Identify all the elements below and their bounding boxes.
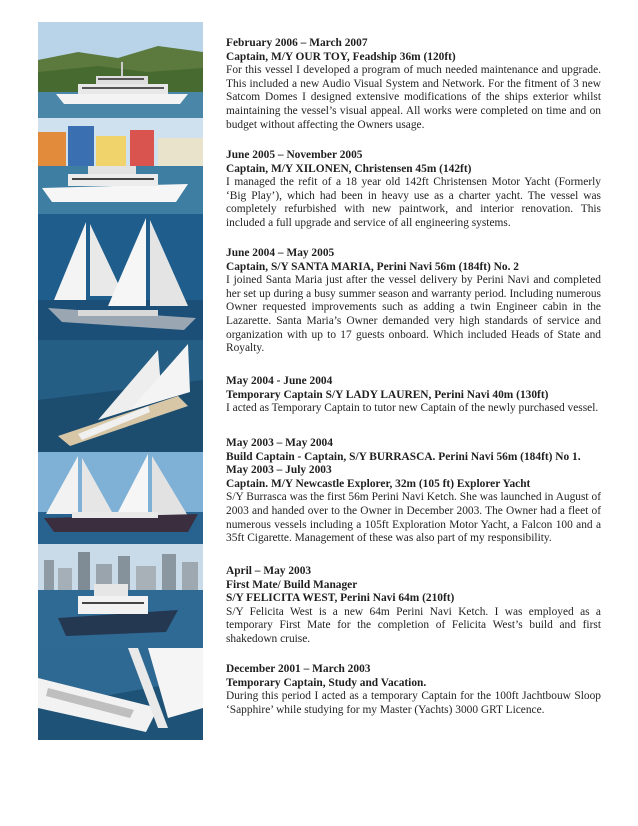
entry-role: First Mate/ Build Manager [226, 578, 358, 591]
entry-date: February 2006 – March 2007 [226, 37, 368, 49]
entry-date: June 2005 – November 2005 [226, 149, 363, 161]
entry-description: I acted as Temporary Captain to tutor new Captain of the newly purchased vessel. [226, 402, 599, 415]
photo-motor-yacht-bay [38, 22, 203, 118]
photo-sailing-yacht-deck [38, 648, 203, 740]
photo-motor-yacht-harbour [38, 118, 203, 214]
entry-description: During this period I acted as a temporary Captain for the 100ft Jachtbouw Sloop ‘Sapphire’ while studying for my Master (Yachts) 3000 GRT Licence. [226, 690, 601, 716]
career-entry-lady-lauren [226, 375, 601, 416]
career-entry-xilonen [226, 149, 601, 231]
career-entry-temporary-captain [226, 663, 601, 717]
entry-date-secondary: May 2003 – July 2003 [226, 464, 332, 477]
entry-title-secondary: Captain. M/Y Newcastle Explorer, 32m (105 ft) Explorer Yacht [226, 477, 531, 490]
photo-explorer-yacht-city [38, 544, 203, 648]
career-entry-our-toy [226, 37, 601, 132]
career-entry-santa-maria [226, 247, 601, 356]
entry-date: May 2003 – May 2004 [226, 437, 333, 449]
photo-sailing-yacht-burrasca [38, 452, 203, 544]
entry-date: April – May 2003 [226, 565, 312, 577]
entry-title: Captain, M/Y OUR TOY, Feadship 36m (120ft) [226, 50, 456, 63]
entry-title: S/Y FELICITA WEST, Perini Navi 64m (210ft) [226, 592, 455, 605]
entry-title: Temporary Captain, Study and Vacation. [226, 676, 427, 689]
photo-sailing-yacht-blue [38, 214, 203, 340]
photo-column [38, 22, 203, 740]
photo-sailing-yacht-heeling [38, 340, 203, 452]
entry-title: Build Captain - Captain, S/Y BURRASCA. Perini Navi 56m (184ft) No 1. [226, 450, 581, 463]
entry-description: For this vessel I developed a program of much needed maintenance and upgrade. This included a new Audio Visual System and Network. For the fitment of 3 new Satcom Domes I designed extensive modifications of the ships exterior whilst maintaining the vessel’s visual appeal. All works were completed on time and on budget without affecting the Owners usage. [226, 64, 601, 131]
career-entry-felicita-west [226, 565, 601, 647]
entry-title: Captain, M/Y XILONEN, Christensen 45m (142ft) [226, 162, 472, 175]
entry-date: May 2004 - June 2004 [226, 375, 333, 387]
entry-date: June 2004 – May 2005 [226, 247, 335, 259]
entry-title: Captain, S/Y SANTA MARIA, Perini Navi 56m (184ft) No. 2 [226, 260, 519, 273]
entry-description: S/Y Burrasca was the first 56m Perini Navi Ketch. She was launched in August of 2003 and handed over to the Owner in December 2003. The Owner had a fleet of numerous vessels including a 105ft Exploration Motor Yacht, a Falcon 100 and a 35ft Cigarette. Management of these was also part of my responsibility. [226, 491, 601, 545]
entry-description: I joined Santa Maria just after the vessel delivery by Perini Navi and completed her set up during a busy summer season and warranty period. Including numerous Owner requested improvements such as adding a twin Engineer cabin in the Lazarette. Santa Maria’s Owner demanded very high standards of service and organization with up to 17 guests onboard. Which included Heads of State and Royalty. [226, 274, 601, 355]
entry-description: I managed the refit of a 18 year old 142ft Christensen Motor Yacht (Formerly ‘Big Play’), which had been in heavy use as a charter yacht. The vessel was completely refurbished with new paintwork, and interior renovation. This included a full upgrade and service of all engineering systems. [226, 176, 601, 229]
entry-description: S/Y Felicita West is a new 64m Perini Navi Ketch. I was employed as a temporary First Mate for the completion of Felicita West’s build and first shakedown cruise. [226, 605, 601, 645]
entry-date: December 2001 – March 2003 [226, 663, 371, 675]
career-entry-burrasca [226, 437, 601, 546]
entry-title: Temporary Captain S/Y LADY LAUREN, Perini Navi 40m (130ft) [226, 388, 549, 401]
